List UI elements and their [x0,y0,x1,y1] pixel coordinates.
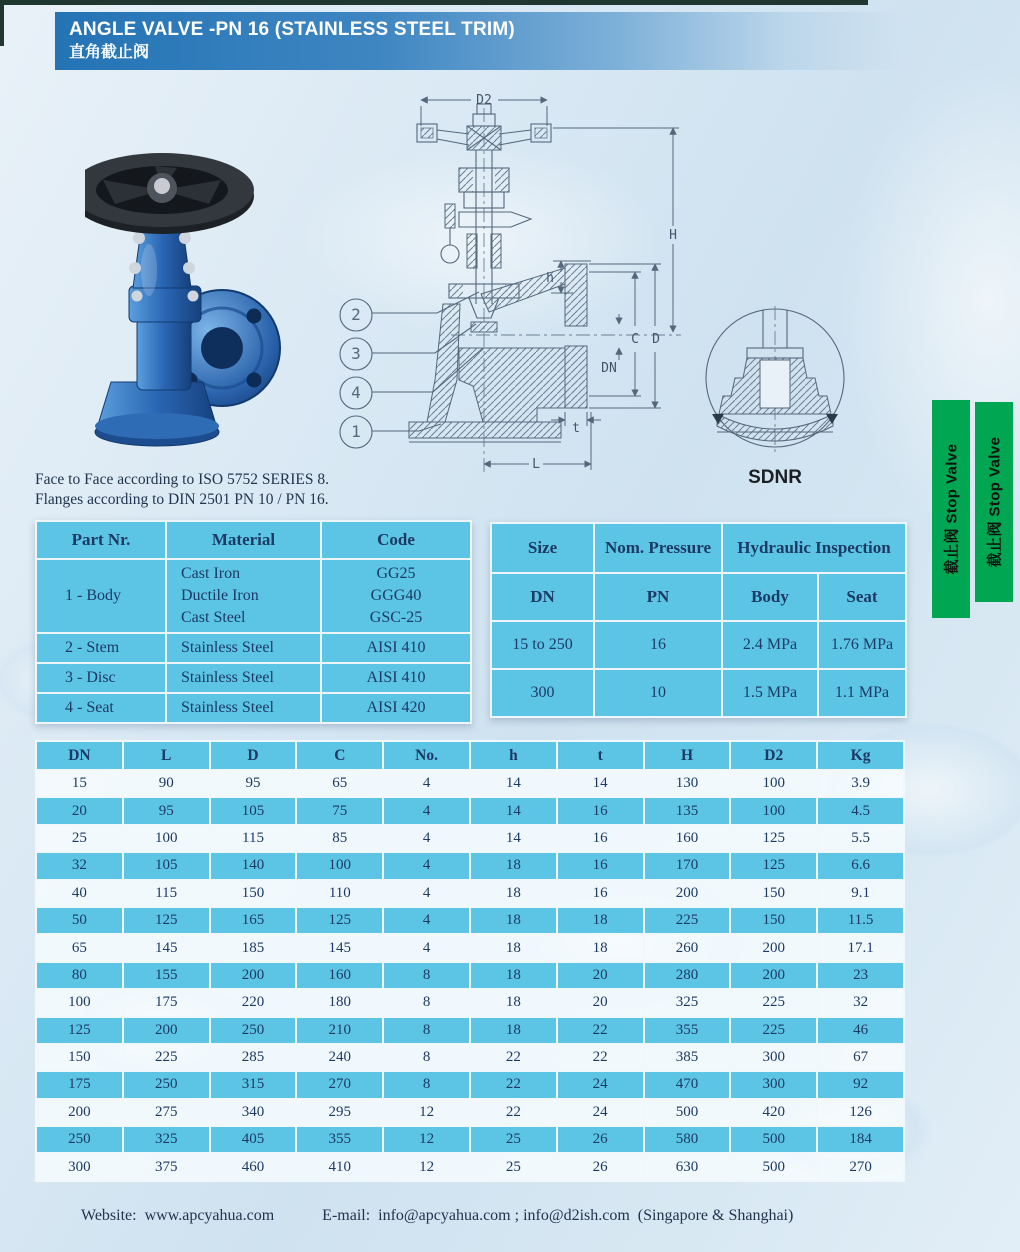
table-row [36,770,904,797]
callout-2: 2 [351,305,361,324]
dimension-cell: 32 [36,852,123,879]
material-cell: Stainless Steel [166,663,321,693]
pressure-header-row-2 [491,573,906,621]
dimension-cell: 17.1 [817,934,904,961]
dimension-cell: 125 [296,907,383,934]
header-pn: PN [594,573,722,621]
standards-notes [35,470,329,510]
dimension-cell: 270 [296,1071,383,1098]
dimension-cell: 125 [36,1017,123,1044]
parts-header-row [36,521,471,559]
note-face-to-face: Face to Face according to ISO 5752 SERIES 8. [35,471,330,488]
dimension-cell: 100 [730,797,817,824]
dimension-cell: 280 [644,962,731,989]
dimension-cell: 285 [210,1044,297,1071]
material-cell: Stainless Steel [166,633,321,663]
dimension-cell: 18 [470,880,557,907]
table-row [36,1044,904,1071]
material-line: Cast Iron [181,565,241,582]
dim-header: D [210,741,297,770]
part-cell: 4 - Seat [36,693,166,723]
dimension-cell: 16 [557,880,644,907]
dimension-cell: 185 [210,934,297,961]
dimension-cell: 225 [123,1044,210,1071]
dimension-cell: 46 [817,1017,904,1044]
parts-header-material: Material [166,521,321,559]
sdnr-detail [700,302,850,492]
dimension-cell: 4 [383,825,470,852]
dimension-cell: 275 [123,1099,210,1126]
dim-label-D: D [652,332,660,347]
table-row [36,907,904,934]
dimension-cell: 250 [210,1017,297,1044]
dimension-cell: 260 [644,934,731,961]
dimension-cell: 95 [210,770,297,797]
dimension-cell: 300 [730,1071,817,1098]
seat-test-cell: 1.1 MPa [818,669,906,717]
header-hydraulic-inspection: Hydraulic Inspection [722,523,906,573]
page-edge-top [0,0,868,5]
table-row [36,1099,904,1126]
dim-header: Kg [817,741,904,770]
table-row [36,825,904,852]
dimension-cell: 200 [730,934,817,961]
dimension-cell: 65 [36,934,123,961]
dimension-cell: 4 [383,797,470,824]
dimension-cell: 14 [470,797,557,824]
dimension-cell: 460 [210,1153,297,1180]
parts-table [35,520,472,724]
dimension-cell: 22 [557,1044,644,1071]
dimension-cell: 630 [644,1153,731,1180]
dim-header: h [470,741,557,770]
callout-3: 3 [351,344,361,363]
dimension-cell: 95 [123,797,210,824]
dimension-cell: 100 [36,989,123,1016]
technical-drawing [333,86,695,478]
dimension-cell: 315 [210,1071,297,1098]
valve-handwheel [85,153,254,234]
dimension-cell: 355 [296,1126,383,1153]
table-row [36,934,904,961]
dimension-cell: 145 [123,934,210,961]
dimension-cell: 15 [36,770,123,797]
dimension-cell: 355 [644,1017,731,1044]
table-row [36,852,904,879]
dimension-cell: 11.5 [817,907,904,934]
dimension-cell: 4.5 [817,797,904,824]
dimension-cell: 295 [296,1099,383,1126]
dimension-cell: 16 [557,852,644,879]
table-row [36,1071,904,1098]
dimension-annotations [421,93,679,472]
callout-1: 1 [351,422,361,441]
dimension-cell: 3.9 [817,770,904,797]
page-footer [81,1207,793,1225]
dimension-cell: 470 [644,1071,731,1098]
body-test-cell: 1.5 MPa [722,669,818,717]
table-row [36,1017,904,1044]
table-row [491,669,906,717]
dimension-cell: 90 [123,770,210,797]
dimension-cell: 300 [730,1044,817,1071]
dimension-cell: 300 [36,1153,123,1180]
dimension-cell: 340 [210,1099,297,1126]
dim-header: No. [383,741,470,770]
dimension-cell: 175 [123,989,210,1016]
dimension-cell: 22 [470,1099,557,1126]
dimension-cell: 210 [296,1017,383,1044]
footer-website [81,1207,274,1225]
note-flanges: Flanges according to DIN 2501 PN 10 / PN 16. [35,491,329,508]
dimension-cell: 8 [383,1044,470,1071]
table-row [36,1153,904,1180]
dimension-cell: 12 [383,1126,470,1153]
dimension-cell: 200 [36,1099,123,1126]
dimension-cell: 200 [644,880,731,907]
dimension-cell: 175 [36,1071,123,1098]
page-title: ANGLE VALVE -PN 16 (STAINLESS STEEL TRIM) [69,19,515,40]
header-dn: DN [491,573,594,621]
dimension-cell: 105 [123,852,210,879]
side-tab-label: 截止阀 Stop Valve [943,443,961,575]
seat-test-cell: 1.76 MPa [818,621,906,669]
email-label: E-mail: [322,1207,371,1224]
dimension-cell: 375 [123,1153,210,1180]
header-seat: Seat [818,573,906,621]
dim-header: H [644,741,731,770]
parts-header-code: Code [321,521,471,559]
dimension-cell: 40 [36,880,123,907]
code-cell: AISI 410 [321,633,471,663]
dimension-cell: 22 [470,1044,557,1071]
dimension-cell: 18 [470,962,557,989]
header-body: Body [722,573,818,621]
dimension-cell: 125 [730,852,817,879]
dimension-cell: 20 [557,962,644,989]
material-cell: Stainless Steel [166,693,321,723]
table-row [36,797,904,824]
table-row [36,559,471,633]
dimension-cell: 5.5 [817,825,904,852]
dimension-cell: 26 [557,1153,644,1180]
dimension-cell: 145 [296,934,383,961]
dimensions-header-row [36,741,904,770]
dimension-cell: 32 [817,989,904,1016]
dimension-cell: 225 [730,1017,817,1044]
dimension-cell: 270 [817,1153,904,1180]
dimension-cell: 100 [296,852,383,879]
dimension-cell: 250 [123,1071,210,1098]
dimension-cell: 150 [730,907,817,934]
dimension-cell: 20 [36,797,123,824]
dim-label-DN: DN [601,361,617,376]
dimension-cell: 8 [383,1017,470,1044]
dimension-cell: 80 [36,962,123,989]
dimension-cell: 75 [296,797,383,824]
header-nom-pressure: Nom. Pressure [594,523,722,573]
dimension-cell: 67 [817,1044,904,1071]
dimension-cell: 160 [644,825,731,852]
dimension-cell: 225 [730,989,817,1016]
dim-label-t: t [572,421,580,436]
part-cell: 3 - Disc [36,663,166,693]
dim-header: t [557,741,644,770]
pn-cell: 10 [594,669,722,717]
body-test-cell: 2.4 MPa [722,621,818,669]
website-url: www.apcyahua.com [144,1207,275,1224]
table-row [36,693,471,723]
dimension-cell: 405 [210,1126,297,1153]
dimension-cell: 8 [383,989,470,1016]
dim-label-C: C [631,332,639,347]
dimension-cell: 4 [383,907,470,934]
dimension-cell: 14 [557,770,644,797]
dimension-cell: 200 [730,962,817,989]
dim-header: DN [36,741,123,770]
dimension-cell: 24 [557,1099,644,1126]
material-line: Ductile Iron [181,587,259,604]
dim-label-L: L [532,457,540,472]
footer-region: (Singapore & Shanghai) [637,1207,794,1224]
dimension-cell: 500 [730,1153,817,1180]
code-cell: AISI 410 [321,663,471,693]
dimension-cell: 115 [210,825,297,852]
dimension-cell: 105 [210,797,297,824]
dimension-cell: 6.6 [817,852,904,879]
table-row [36,633,471,663]
side-tab-stop-valve-2 [975,402,1013,602]
dimension-cell: 18 [557,907,644,934]
dimension-cell: 22 [470,1071,557,1098]
dimension-cell: 140 [210,852,297,879]
part-cell: 1 - Body [36,559,166,633]
dimension-cell: 25 [36,825,123,852]
pn-cell: 16 [594,621,722,669]
size-cell: 15 to 250 [491,621,594,669]
dimension-cell: 160 [296,962,383,989]
page-title-zh: 直角截止阀 [69,44,150,61]
dimension-cell: 325 [123,1126,210,1153]
header-size: Size [491,523,594,573]
dimension-cell: 4 [383,934,470,961]
dimension-cell: 115 [123,880,210,907]
code-cell [321,559,471,633]
dimension-cell: 14 [470,825,557,852]
page-edge-left [0,0,4,46]
dimension-cell: 500 [644,1099,731,1126]
dimension-cell: 130 [644,770,731,797]
dimension-cell: 4 [383,770,470,797]
dimension-cell: 180 [296,989,383,1016]
dimension-cell: 580 [644,1126,731,1153]
material-line: Cast Steel [181,609,246,626]
dimension-cell: 85 [296,825,383,852]
valve-base [95,382,219,446]
dimension-cell: 165 [210,907,297,934]
dimension-cell: 23 [817,962,904,989]
dimension-cell: 50 [36,907,123,934]
dimension-cell: 9.1 [817,880,904,907]
callout-4: 4 [351,383,361,402]
table-row [36,663,471,693]
part-cell: 2 - Stem [36,633,166,663]
dim-label-h: h [546,271,554,286]
dimension-cell: 126 [817,1099,904,1126]
dimension-cell: 500 [730,1126,817,1153]
table-row [36,1126,904,1153]
table-row [36,880,904,907]
dim-label-H: H [669,228,677,243]
dimension-cell: 200 [123,1017,210,1044]
dimension-cell: 24 [557,1071,644,1098]
dimension-cell: 100 [730,770,817,797]
dimension-cell: 125 [123,907,210,934]
dimension-cell: 65 [296,770,383,797]
side-tab-label: 截止阀 Stop Valve [986,436,1004,568]
dimension-cell: 18 [470,907,557,934]
dimension-cell: 420 [730,1099,817,1126]
dimension-cell: 8 [383,1071,470,1098]
dimension-cell: 125 [730,825,817,852]
dimension-cell: 200 [210,962,297,989]
table-row [36,989,904,1016]
dimension-cell: 12 [383,1153,470,1180]
dimension-cell: 26 [557,1126,644,1153]
dimension-cell: 225 [644,907,731,934]
code-line: GGG40 [370,587,422,604]
footer-email [322,1207,793,1225]
dimension-cell: 18 [557,934,644,961]
detail-label: SDNR [748,467,802,488]
side-tab-stop-valve-1 [932,400,970,618]
dimension-cell: 25 [470,1153,557,1180]
dimension-cell: 22 [557,1017,644,1044]
material-cell [166,559,321,633]
dimension-cell: 4 [383,880,470,907]
dimension-cell: 325 [644,989,731,1016]
dim-label-d2: D2 [476,93,492,108]
dim-header: C [296,741,383,770]
page-title-band [55,12,905,70]
table-row [36,962,904,989]
code-line: GSC-25 [369,609,423,626]
dimension-cell: 14 [470,770,557,797]
dimension-cell: 4 [383,852,470,879]
dimension-cell: 240 [296,1044,383,1071]
dimension-cell: 184 [817,1126,904,1153]
dimension-cell: 12 [383,1099,470,1126]
dim-header: L [123,741,210,770]
valve-photo [85,120,335,460]
dimension-cell: 92 [817,1071,904,1098]
dimension-cell: 150 [36,1044,123,1071]
dimensions-table [35,740,905,1182]
dimension-cell: 25 [470,1126,557,1153]
dimension-cell: 410 [296,1153,383,1180]
website-label: Website: [81,1207,137,1224]
dimension-cell: 385 [644,1044,731,1071]
dimension-cell: 155 [123,962,210,989]
dimension-cell: 8 [383,962,470,989]
email-addresses: info@apcyahua.com ; info@d2ish.com [378,1207,630,1224]
dimension-cell: 18 [470,852,557,879]
dimension-cell: 150 [730,880,817,907]
dimension-cell: 250 [36,1126,123,1153]
dimension-cell: 100 [123,825,210,852]
pressure-header-row-1 [491,523,906,573]
dimension-cell: 170 [644,852,731,879]
dimension-cell: 18 [470,934,557,961]
dimension-cell: 220 [210,989,297,1016]
dimension-cell: 135 [644,797,731,824]
dimension-cell: 16 [557,797,644,824]
dimension-cell: 20 [557,989,644,1016]
dimension-cell: 18 [470,1017,557,1044]
table-row [491,621,906,669]
parts-header-part: Part Nr. [36,521,166,559]
dimension-cell: 16 [557,825,644,852]
pressure-table [490,522,907,718]
dimension-cell: 150 [210,880,297,907]
code-cell: AISI 420 [321,693,471,723]
code-line: GG25 [376,565,416,582]
dim-header: D2 [730,741,817,770]
size-cell: 300 [491,669,594,717]
dimension-cell: 18 [470,989,557,1016]
dimension-cell: 110 [296,880,383,907]
